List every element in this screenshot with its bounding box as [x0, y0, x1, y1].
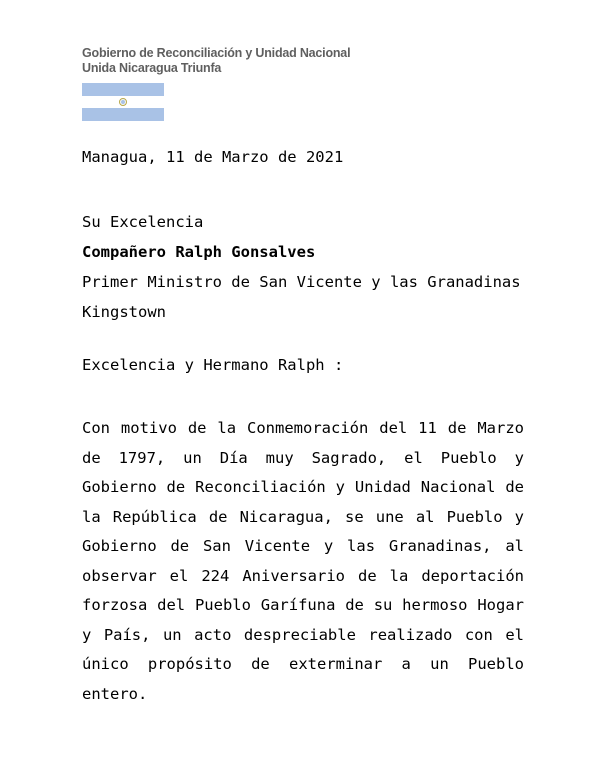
letter-paragraph: Con motivo de la Conmemoración del 11 de Marzo de 1797, un Día muy Sagrado, el Pueblo y Gobierno de Reconciliación y Unidad Nacional de la República de Nicaragua, se une al Pueblo y Gobierno de San Vicente y las Granadinas, al observar el 224 Aniversario de la deportación forzosa del Pueblo Garífuna de su hermoso Hogar y País, un acto despreciable realizado con el único propósito de exterminar a un Pueblo entero. — [82, 419, 524, 703]
nicaragua-flag-icon — [82, 83, 164, 121]
recipient-city: Kingstown — [82, 303, 166, 321]
recipient-name: Compañero Ralph Gonsalves — [82, 243, 316, 261]
letterhead-government-name: Gobierno de Reconciliación y Unidad Nacional — [82, 46, 351, 60]
date-line: Managua, 11 de Marzo de 2021 — [82, 148, 344, 166]
salutation: Excelencia y Hermano Ralph : — [82, 356, 344, 374]
flag-bottom-stripe — [82, 108, 164, 121]
flag-middle-stripe — [82, 96, 164, 109]
recipient-title: Primer Ministro de San Vicente y las Granadinas — [82, 273, 521, 291]
flag-emblem-icon — [119, 98, 127, 106]
letterhead — [82, 46, 350, 76]
recipient-greeting: Su Excelencia — [82, 213, 204, 231]
letterhead-slogan: Unida Nicaragua Triunfa — [82, 61, 222, 75]
flag-top-stripe — [82, 83, 164, 96]
recipient-block — [82, 207, 524, 327]
